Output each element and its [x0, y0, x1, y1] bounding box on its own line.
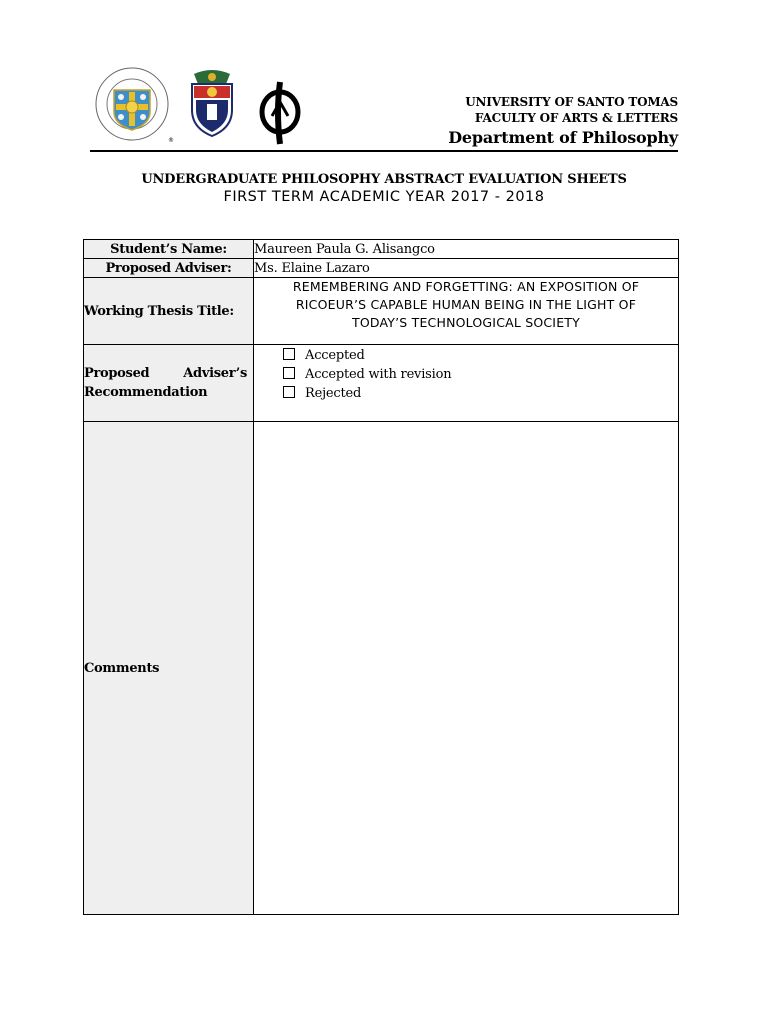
faculty-name: FACULTY OF ARTS & LETTERS — [474, 111, 678, 125]
thesis-line-2: RICOEUR’S CAPABLE HUMAN BEING IN THE LIGHT OF — [295, 297, 637, 312]
table-row — [84, 240, 679, 259]
philosophy-phi-icon — [258, 80, 302, 146]
document-subtitle: FIRST TERM ACADEMIC YEAR 2017 - 2018 — [223, 189, 545, 205]
recommendation-label-line2: Recommendation — [84, 385, 208, 400]
table-row — [84, 422, 679, 915]
option-label: Accepted — [305, 348, 365, 363]
thesis-line-1: REMEMBERING AND FORGETTING: AN EXPOSITION OF — [292, 279, 640, 294]
option-rejected[interactable] — [283, 384, 678, 403]
comments-field[interactable] — [254, 422, 679, 915]
table-row — [84, 345, 679, 422]
department-name: Department of Philosophy — [448, 128, 678, 147]
student-name-label: Student’s Name: — [84, 240, 254, 259]
option-label: Rejected — [305, 386, 362, 401]
recommendation-label — [84, 345, 254, 422]
svg-text:®: ® — [168, 137, 174, 144]
checkbox-icon[interactable] — [283, 386, 295, 398]
university-name: UNIVERSITY OF SANTO TOMAS — [465, 95, 678, 109]
checkbox-icon[interactable] — [283, 348, 295, 360]
ust-seal-icon — [94, 66, 174, 146]
evaluation-form — [83, 239, 679, 915]
header-logos — [94, 66, 308, 146]
faculty-crest-icon — [188, 70, 236, 140]
document-title: UNDERGRADUATE PHILOSOPHY ABSTRACT EVALUATION SHEETS — [141, 172, 627, 187]
adviser-value[interactable]: Ms. Elaine Lazaro — [254, 259, 679, 278]
recommendation-label-line1: Proposed Adviser’s — [84, 366, 247, 381]
table-row — [84, 278, 679, 345]
option-accepted[interactable] — [283, 346, 678, 365]
adviser-label: Proposed Adviser: — [84, 259, 254, 278]
thesis-label: Working Thesis Title: — [84, 278, 254, 345]
recommendation-options — [254, 345, 679, 422]
thesis-line-3: TODAY’S TECHNOLOGICAL SOCIETY — [352, 315, 580, 330]
option-label: Accepted with revision — [305, 367, 452, 382]
student-name-value[interactable]: Maureen Paula G. Alisangco — [254, 240, 679, 259]
table-row — [84, 259, 679, 278]
thesis-title-value[interactable] — [254, 278, 679, 345]
option-accepted-with-revision[interactable] — [283, 365, 678, 384]
university-heading — [448, 94, 678, 149]
header-divider — [90, 150, 678, 152]
comments-label: Comments — [84, 422, 254, 915]
checkbox-icon[interactable] — [283, 367, 295, 379]
